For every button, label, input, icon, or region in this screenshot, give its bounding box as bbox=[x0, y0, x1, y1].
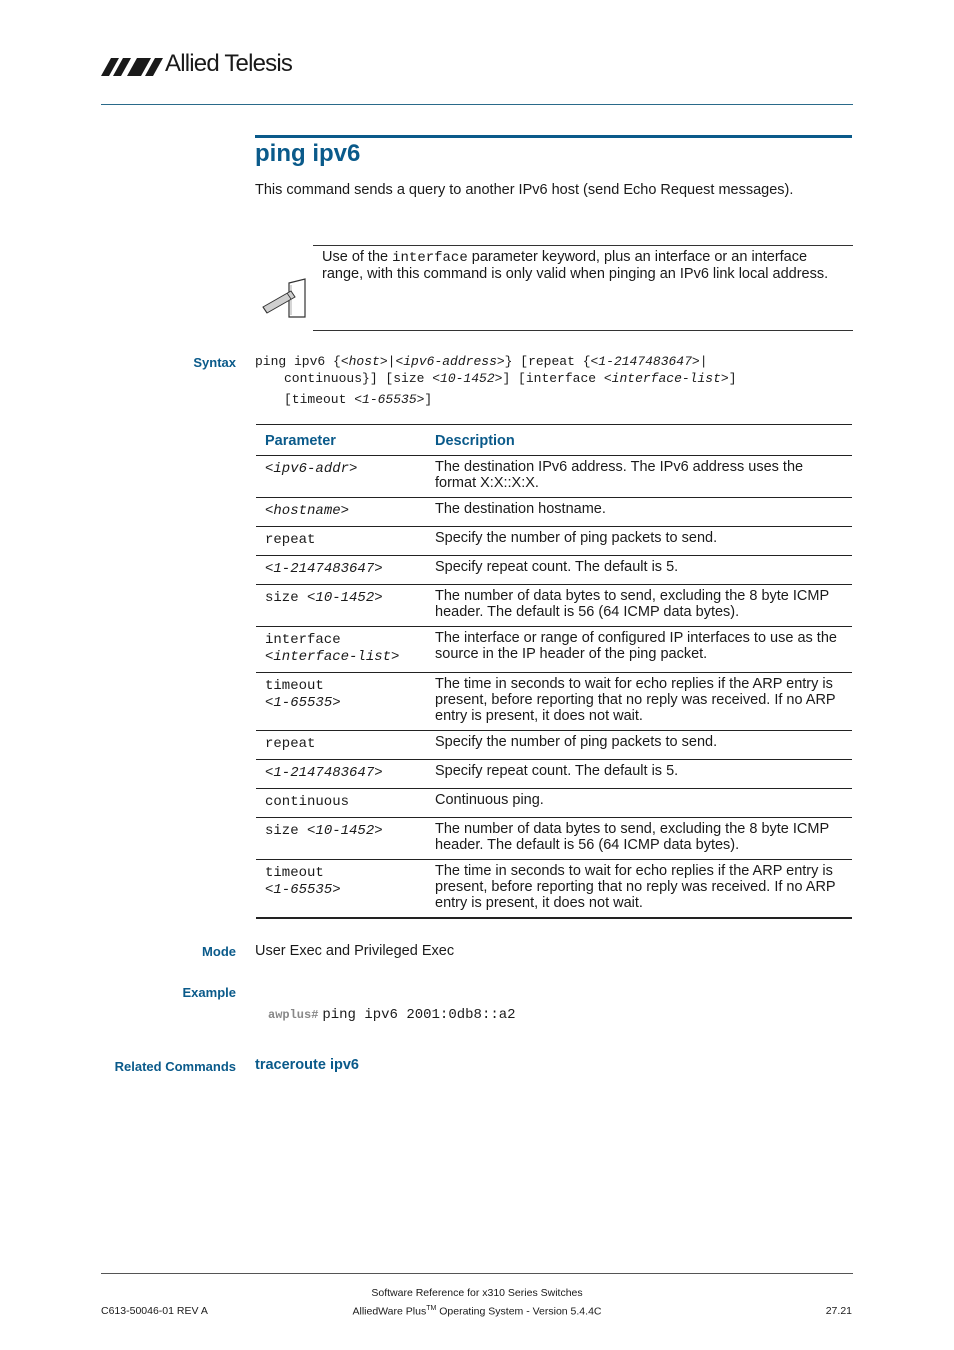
footer-product: AlliedWare Plus bbox=[352, 1305, 427, 1318]
header-parameter: Parameter bbox=[256, 425, 426, 456]
related-link-traceroute-ipv6[interactable]: traceroute ipv6 bbox=[255, 1057, 359, 1073]
note-text bbox=[322, 249, 852, 282]
table-row bbox=[256, 498, 852, 527]
header-description: Description bbox=[426, 425, 852, 456]
description-cell: Specify repeat count. The default is 5. bbox=[426, 760, 852, 789]
footer-line-1: Software Reference for x310 Series Switches bbox=[371, 1287, 583, 1299]
table-row bbox=[256, 860, 852, 919]
parameter-cell: repeat bbox=[256, 731, 426, 760]
table-row bbox=[256, 731, 852, 760]
description-cell: The destination IPv6 address. The IPv6 address uses the format X:X::X:X. bbox=[426, 456, 852, 498]
footer-rule bbox=[101, 1273, 853, 1274]
header-rule bbox=[101, 104, 853, 105]
parameter-cell: <1-2147483647> bbox=[256, 760, 426, 789]
table-row bbox=[256, 527, 852, 556]
table-row bbox=[256, 556, 852, 585]
parameter-table bbox=[256, 424, 852, 919]
example-cmd: ping ipv6 2001:0db8::a2 bbox=[322, 1007, 516, 1023]
syntax-line-2: continuous}] [size <10-1452>] [interface <interface-list>] bbox=[284, 371, 737, 386]
footer-doc-id: C613-50046-01 REV A bbox=[101, 1305, 208, 1317]
table-row bbox=[256, 627, 852, 673]
note-post: parameter keyword, plus an interface or an interface bbox=[467, 249, 808, 265]
description-cell: Specify the number of ping packets to send. bbox=[426, 731, 852, 760]
table-row bbox=[256, 673, 852, 731]
table-row bbox=[256, 789, 852, 818]
parameter-cell: <hostname> bbox=[256, 498, 426, 527]
syntax-line-1: ping ipv6 {<host>|<ipv6-address>} [repeat {<1-2147483647>| bbox=[255, 354, 708, 369]
mode-label: Mode bbox=[202, 944, 236, 959]
footer-tm: TM bbox=[426, 1305, 437, 1312]
parameter-cell: <1-2147483647> bbox=[256, 556, 426, 585]
table-row bbox=[256, 760, 852, 789]
footer-version: Operating System - Version 5.4.4C bbox=[436, 1305, 602, 1318]
note-top-rule bbox=[313, 245, 853, 246]
parameter-cell: interface <interface-list> bbox=[256, 627, 426, 673]
related-label: Related Commands bbox=[114, 1059, 236, 1074]
parameter-cell: timeout <1-65535> bbox=[256, 860, 426, 919]
table-row bbox=[256, 585, 852, 627]
table-row bbox=[256, 818, 852, 860]
syntax-line-3: [timeout <1-65535>] bbox=[284, 392, 433, 407]
title-rule bbox=[255, 135, 852, 138]
table-header-row bbox=[256, 425, 852, 456]
description-cell: The number of data bytes to send, excluding the 8 byte ICMP header. The default is 56 (64 ICMP data bytes). bbox=[426, 585, 852, 627]
note-line-2: range, with this command is only valid when pinging an IPv6 link local address. bbox=[322, 266, 829, 282]
pencil-note-icon bbox=[261, 277, 307, 319]
description-cell: Specify the number of ping packets to send. bbox=[426, 527, 852, 556]
parameter-cell: repeat bbox=[256, 527, 426, 556]
note-pre: Use of the bbox=[322, 249, 393, 265]
description-cell: The number of data bytes to send, excluding the 8 byte ICMP header. The default is 56 (64 ICMP data bytes). bbox=[426, 818, 852, 860]
logo-mark-icon bbox=[101, 52, 165, 78]
parameter-cell: size <10-1452> bbox=[256, 585, 426, 627]
page-title: ping ipv6 bbox=[255, 140, 361, 167]
note-code: interface bbox=[392, 250, 468, 266]
description-cell: Specify repeat count. The default is 5. bbox=[426, 556, 852, 585]
brand-name: Allied Telesis bbox=[165, 50, 293, 77]
parameter-cell: timeout <1-65535> bbox=[256, 673, 426, 731]
example-prompt: awplus# bbox=[268, 1008, 319, 1022]
description-cell: The interface or range of configured IP interfaces to use as the source in the IP header of the ping packet. bbox=[426, 627, 852, 673]
parameter-cell: <ipv6-addr> bbox=[256, 456, 426, 498]
note-line-1 bbox=[322, 249, 852, 266]
description-cell: The time in seconds to wait for echo replies if the ARP entry is present, before reporting that no reply was received. If no ARP entry is present, it does not wait. bbox=[426, 673, 852, 731]
description-cell: The destination hostname. bbox=[426, 498, 852, 527]
note-bottom-rule bbox=[313, 330, 853, 331]
description-cell: Continuous ping. bbox=[426, 789, 852, 818]
mode-text: User Exec and Privileged Exec bbox=[255, 943, 455, 959]
footer-page-number: 27.21 bbox=[825, 1305, 852, 1317]
brand-logo bbox=[101, 50, 301, 80]
parameter-cell: size <10-1452> bbox=[256, 818, 426, 860]
example-label: Example bbox=[182, 985, 236, 1000]
example-command bbox=[268, 1005, 516, 1023]
table-row bbox=[256, 456, 852, 498]
intro-text: This command sends a query to another IPv6 host (send Echo Request messages). bbox=[255, 182, 794, 198]
parameter-cell: continuous bbox=[256, 789, 426, 818]
syntax-label: Syntax bbox=[193, 355, 236, 370]
description-cell: The time in seconds to wait for echo replies if the ARP entry is present, before reporting that no reply was received. If no ARP entry is present, it does not wait. bbox=[426, 860, 852, 919]
